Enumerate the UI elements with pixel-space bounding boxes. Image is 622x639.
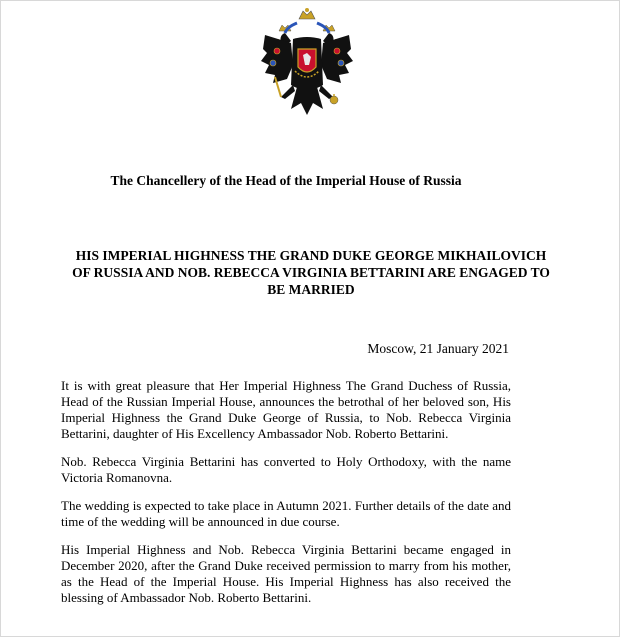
paragraph: His Imperial Highness and Nob. Rebecca Virginia Bettarini became engaged in December 2020, after the Grand Duke received permission to marry from his mother, as the Head of the Imperial House. His Imperial Highness has also received the blessing of Ambassador Nob. Roberto Bettarini.	[61, 542, 511, 605]
headline-line-2: OF RUSSIA AND NOB. REBECCA VIRGINIA BETTARINI ARE ENGAGED TO	[72, 265, 550, 280]
announcement-headline	[61, 247, 561, 298]
headline-line-3: BE MARRIED	[267, 282, 355, 297]
headline-line-1: HIS IMPERIAL HIGHNESS THE GRAND DUKE GEORGE MIKHAILOVICH	[75, 248, 547, 263]
dateline: Moscow, 21 January 2021	[367, 341, 509, 356]
paragraph: It is with great pleasure that Her Imperial Highness The Grand Duchess of Russia, Head of the Russian Imperial House, announces the betrothal of her beloved son, His Imperial Highness the Grand Duke George of Russia, to Nob. Rebecca Virginia Bettarini, daughter of His Excellency Ambassador Nob. Roberto Bettarini.	[61, 378, 511, 441]
paragraph: Nob. Rebecca Virginia Bettarini has converted to Holy Orthodoxy, with the name Victoria Romanovna.	[61, 454, 511, 485]
paragraph: The wedding is expected to take place in Autumn 2021. Further details of the date and time of the wedding will be announced in due course.	[61, 498, 511, 529]
imperial-eagle-icon	[257, 5, 357, 131]
chancellery-title: The Chancellery of the Head of the Imperial House of Russia	[110, 173, 462, 188]
announcement-body	[61, 378, 511, 618]
